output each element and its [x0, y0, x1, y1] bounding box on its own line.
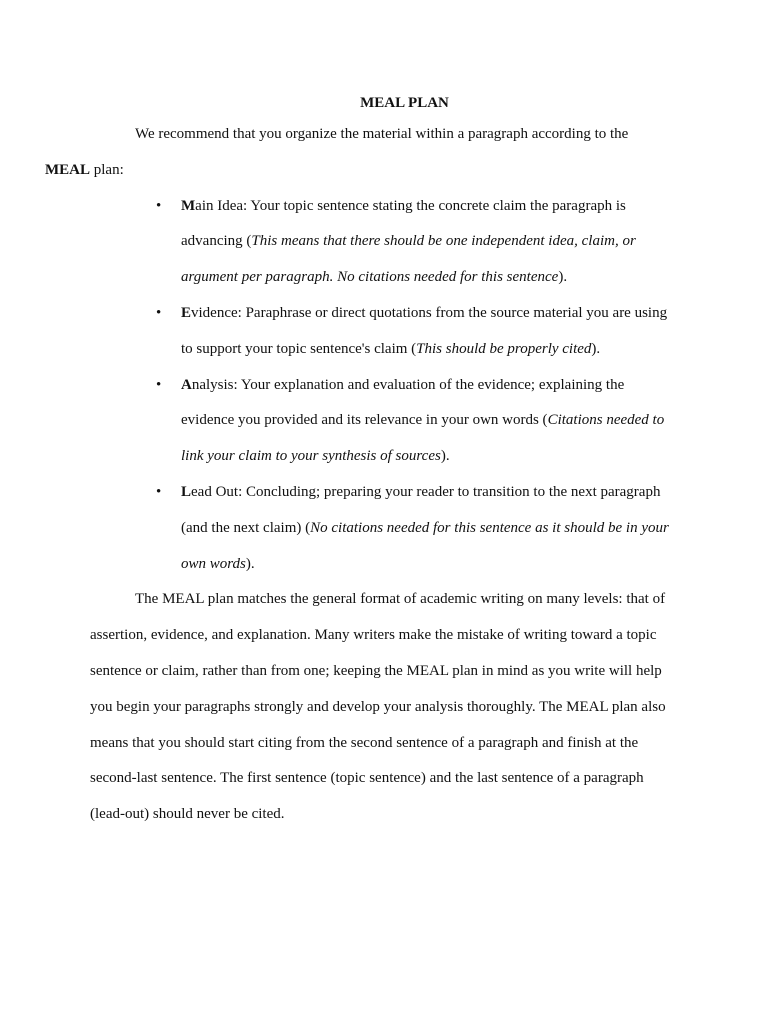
meal-emphasis: MEAL [45, 161, 90, 178]
item-text: ead Out: Concluding; preparing your reader to transition to the next paragraph (and the next claim) ( [181, 483, 661, 536]
list-item-lead-out [156, 475, 675, 582]
item-text: ain Idea: Your topic sentence stating the concrete claim the paragraph is advancing ( [181, 197, 626, 250]
item-close: ). [558, 269, 568, 286]
bullet-icon: • [156, 197, 162, 214]
item-letter: A [181, 376, 192, 393]
intro-paragraph [45, 117, 675, 189]
bullet-icon: • [156, 483, 162, 500]
item-close: ). [440, 448, 450, 465]
item-text: nalysis: Your explanation and evaluation of the evidence; explaining the evidence you provided and its relevance in your own words ( [181, 376, 625, 429]
item-letter: L [181, 483, 192, 500]
bullet-icon: • [156, 376, 162, 393]
document-page [45, 89, 675, 833]
list-item-analysis [156, 368, 675, 475]
item-letter: M [181, 197, 196, 214]
item-letter: E [181, 304, 192, 321]
list-item-evidence [156, 296, 675, 368]
item-text: vidence: Paraphrase or direct quotations from the source material you are using to support your topic sentence's claim ( [181, 304, 668, 357]
item-italic-note: Citations needed to link your claim to your synthesis of sources [181, 412, 665, 465]
bullet-icon: • [156, 304, 162, 321]
item-close: ). [245, 555, 255, 572]
document-title: MEAL PLAN [360, 95, 449, 111]
meal-list [90, 189, 675, 583]
closing-paragraph: The MEAL plan matches the general format of academic writing on many levels: that of assertion, evidence, and explanation. Many writers make the mistake of writing toward a topic sentence or claim, rather than from one; keeping the MEAL plan in mind as you write will help you begin your paragraphs strongly and develop your analysis thoroughly. The MEAL plan also means that you should start citing from the second sentence of a paragraph and finish at the second-last sentence. The first sentence (topic sentence) and the last sentence of a paragraph (lead-out) should never be cited. [90, 591, 666, 823]
item-italic-note: This should be properly cited [416, 340, 592, 357]
list-item-main-idea [156, 189, 675, 296]
intro-tail: plan: [90, 161, 124, 178]
item-close: ). [591, 340, 601, 357]
item-italic-note: This means that there should be one independent idea, claim, or argument per paragraph. No citations needed for this sentence [181, 233, 636, 286]
intro-text: We recommend that you organize the material within a paragraph according to the [135, 126, 629, 142]
item-italic-note: No citations needed for this sentence as it should be in your own words [181, 519, 669, 572]
